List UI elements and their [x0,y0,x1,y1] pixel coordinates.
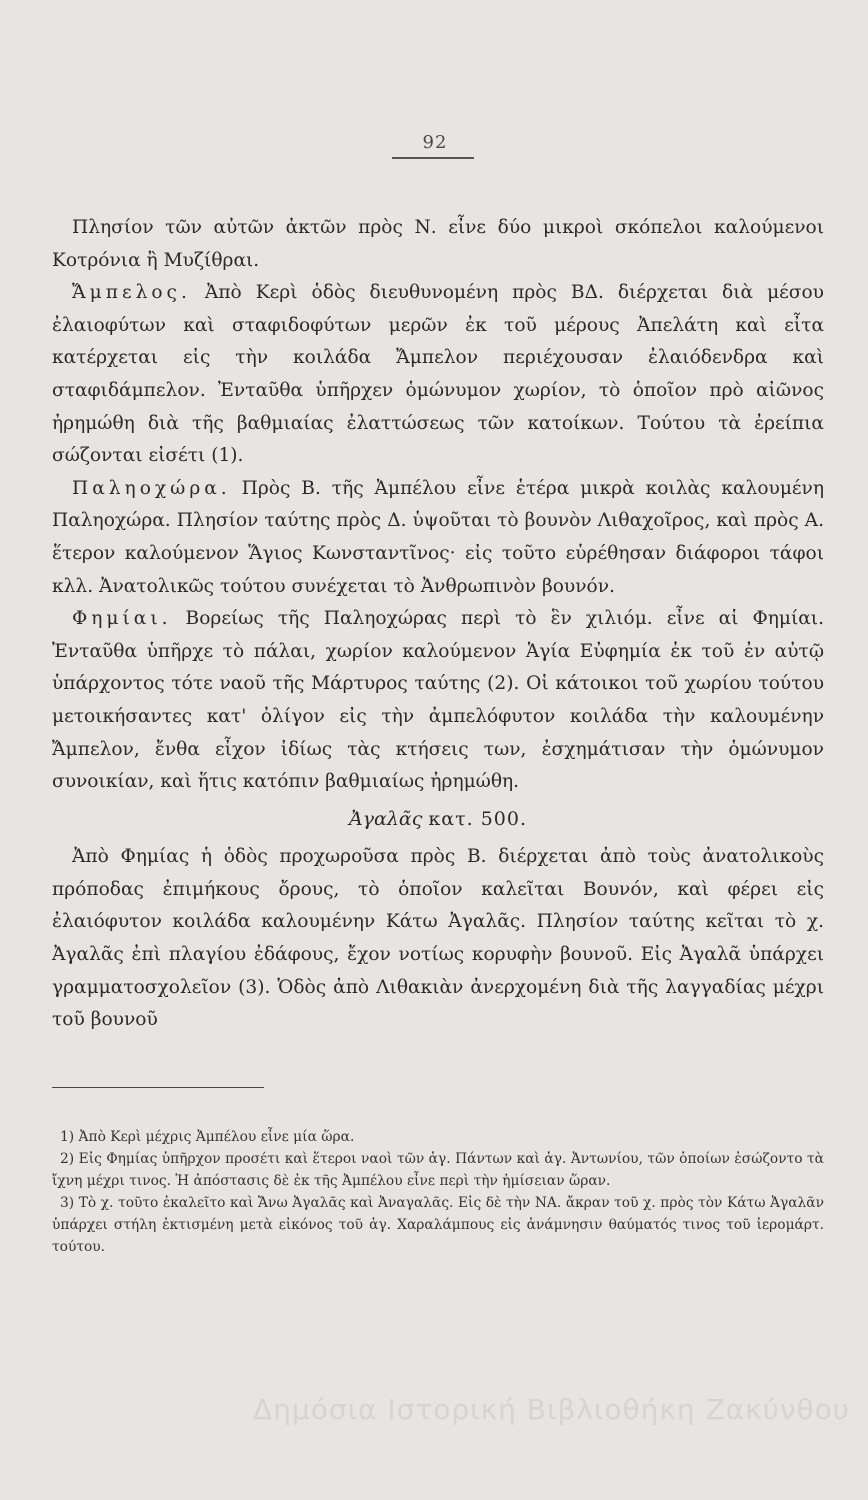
text-ampelos: Ἀπὸ Κερὶ ὁδὸς διευθυνομένη πρὸς ΒΔ. διέρχεται διὰ μέσου ἐλαιοφύτων καὶ σταφιδοφύτων μερῶν ἐκ τοῦ μέρους Ἀπελάτη καὶ εἶτα κατέρχεται εἰς τὴν κοιλάδα Ἄμπελον περιέχουσαν ἐλαιόδενδρα καὶ σταφιδάμπελον. Ἐνταῦθα ὑπῆρχεν ὁμώνυμον χωρίον, τὸ ὁποῖον πρὸ αἰῶνος ἠρημώθη διὰ τῆς βαθμιαίας ἐλαττώσεως τῶν κατοίκων. Τούτου τὰ ἐρείπια σώζονται εἰσέτι (1). [52,282,824,467]
footnote-1: 1) Ἀπὸ Κερὶ μέχρις Ἀμπέλου εἶνε μία ὥρα. [60,1129,355,1145]
library-watermark: Δημόσια Ιστορική Βιβλιοθήκη Ζακύνθου [252,1393,850,1426]
footnote-rule [52,1087,264,1088]
section-title: Ἀγαλᾶς [348,807,423,830]
section-number: κατ. 500. [428,807,528,830]
heading-fimiai: Φημίαι. [72,608,172,630]
paragraph-agalas: Ἀπὸ Φημίας ἡ ὁδὸς προχωροῦσα πρὸς Β. διέρχεται ἀπὸ τοὺς ἀνατολικοὺς πρόποδας ἐπιμήκους ὄρους, τὸ ὁποῖον καλεῖται Βουνόν, καὶ φέρει εἰς ἐλαιόφυτον κοιλάδα καλουμένην Κάτω Ἀγαλᾶς. Πλησίον ταύτης κεῖται τὸ χ. Ἀγαλᾶς ἐπὶ πλαγίου ἐδάφους, ἔχον νοτίως κορυφὴν βουνοῦ. Εἰς Ἀγαλᾶ ὑπάρχει γραμματοσχολεῖον (3). Ὁδὸς ἀπὸ Λιθακιὰν ἀνερχομένη διὰ τῆς λαγγαδίας μέχρι τοῦ βουνοῦ [52,846,824,1031]
body-text [52,212,824,1037]
footnote-3: 3) Τὸ χ. τοῦτο ἐκαλεῖτο καὶ Ἄνω Ἀγαλᾶς καὶ Ἀναγαλᾶς. Εἰς δὲ τὴν ΝΑ. ἄκραν τοῦ χ. πρὸς τὸν Κάτω Ἀγαλᾶν ὑπάρχει στήλη ἐκτισμένη μετὰ εἰκόνος τοῦ ἁγ. Χαραλάμπους εἰς ἀνάμνησιν θαύματός τινος τοῦ ἱερομάρτ. τούτου. [52,1195,824,1255]
page-number-rule [392,157,474,159]
text-paliochora: Πρὸς Β. τῆς Ἀμπέλου εἶνε ἑτέρα μικρὰ κοιλὰς καλουμένη Παληοχώρα. Πλησίον ταύτης πρὸς Δ. ὑψοῦται τὸ βουνὸν Λιθαχοῖρος, καὶ πρὸς Α. ἕτερον καλούμενον Ἅγιος Κωνσταντῖνος· εἰς τοῦτο εὑρέθησαν διάφοροι τάφοι κλλ. Ἀνατολικῶς τούτου συνέχεται τὸ Ἀνθρωπινὸν βουνόν. [52,477,824,597]
page-number: 92 [422,132,448,153]
heading-paliochora: Παληοχώρα. [72,477,231,499]
paragraph-kotronia: Πλησίον τῶν αὐτῶν ἀκτῶν πρὸς Ν. εἶνε δύο μικροὶ σκόπελοι καλούμενοι Κοτρόνια ἢ Μυζίθραι. [52,217,824,271]
paragraph-paliochora [52,473,824,603]
section-heading-agalas [52,803,824,836]
text-fimiai: Βορείως τῆς Παληοχώρας περὶ τὸ ἓν χιλιόμ. εἶνε αἱ Φημίαι. Ἐνταῦθα ὑπῆρχε τὸ πάλαι, χωρίον καλούμενον Ἁγία Εὐφημία ἐκ τοῦ ἐν αὐτῷ ὑπάρχοντος τότε ναοῦ τῆς Μάρτυρος ταύτης (2). Οἱ κάτοικοι τοῦ χωρίου τούτου μετοικήσαντες κατ' ὀλίγον εἰς τὴν ἀμπελόφυτον κοιλάδα τὴν καλουμένην Ἄμπελον, ἔνθα εἶχον ἰδίως τὰς κτήσεις των, ἐσχημάτισαν τὴν ὁμώνυμον συνοικίαν, καὶ ἥτις κατόπιν βαθμιαίως ἠρημώθη. [52,608,824,793]
footnote-2: 2) Εἰς Φημίας ὑπῆρχον προσέτι καὶ ἕτεροι ναοὶ τῶν ἁγ. Πάντων καὶ ἁγ. Ἀντωνίου, τῶν ὁποίων ἐσώζοντο τὰ ἴχνη μέχρι τινος. Ἡ ἀπόστασις δὲ ἐκ τῆς Ἀμπέλου εἶνε περὶ τὴν ἡμίσειαν ὥραν. [52,1151,824,1189]
footnotes [52,1126,824,1258]
paragraph-ampelos [52,277,824,473]
paragraph-fimiai [52,603,824,799]
heading-ampelos: Ἄμπελος. [72,282,191,304]
